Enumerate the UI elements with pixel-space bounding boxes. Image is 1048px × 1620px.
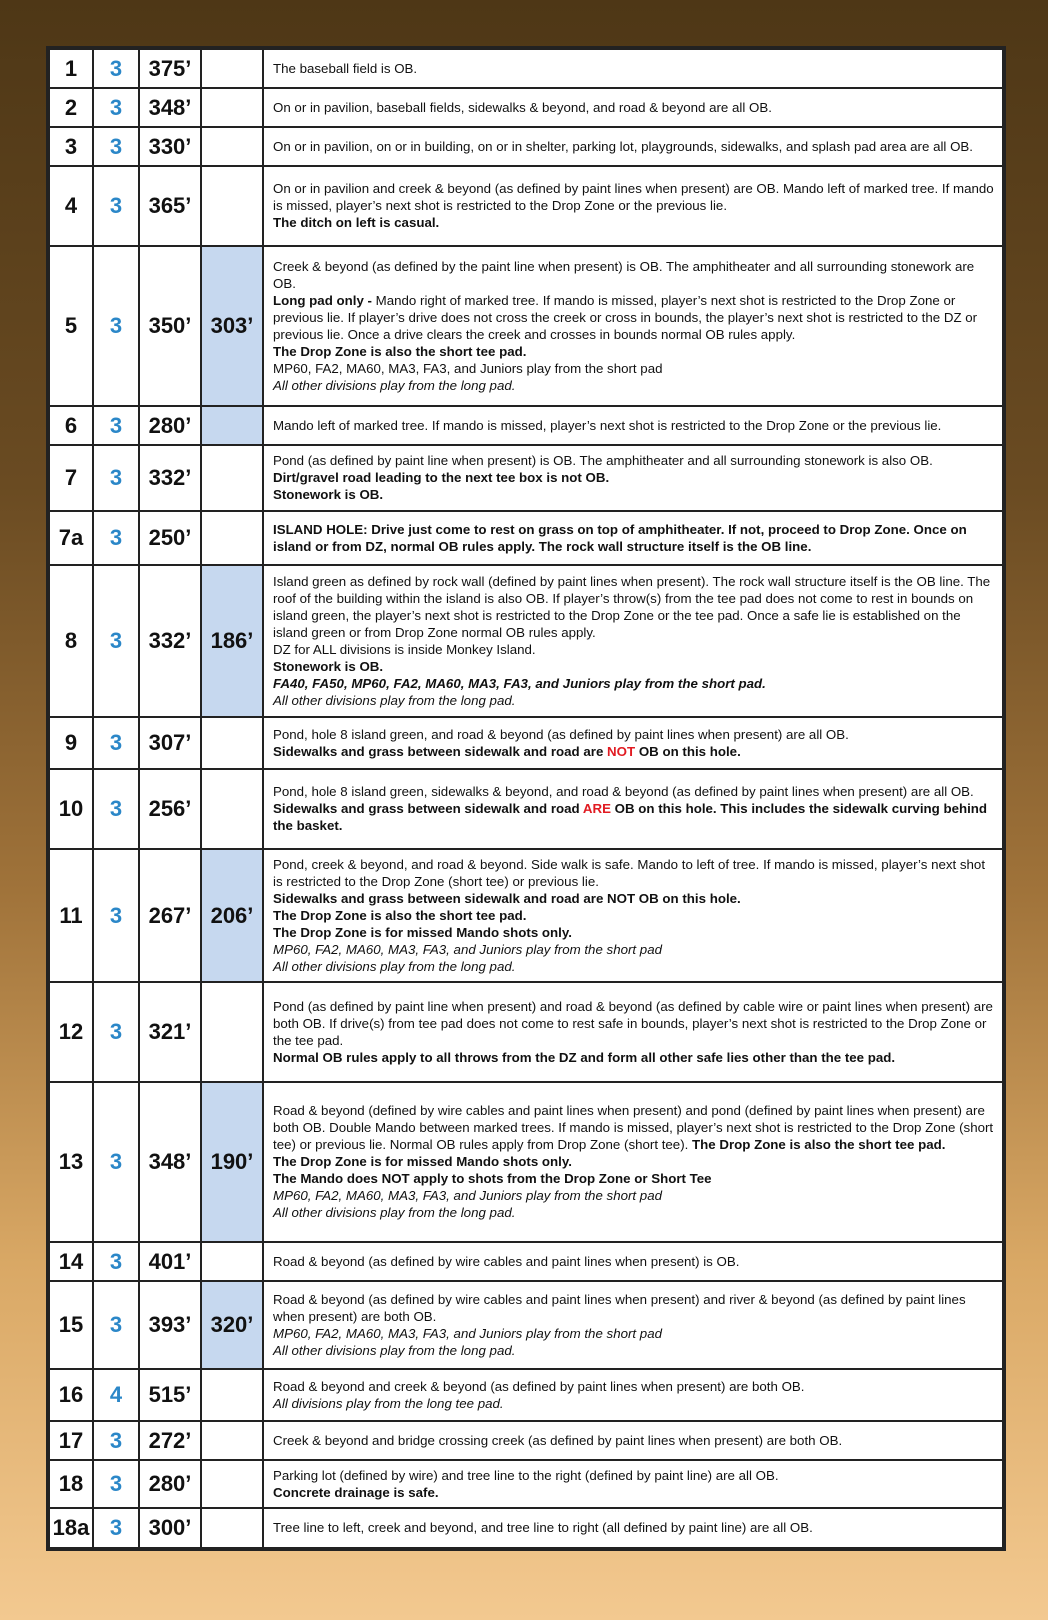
hole-number: 10: [49, 769, 93, 849]
rule-line: [273, 783, 994, 800]
rule-text: Stonework is OB.: [273, 487, 384, 502]
hole-row: [49, 49, 1003, 88]
hole-rules: [263, 982, 1003, 1082]
rule-line: [273, 692, 994, 709]
hole-row: [49, 127, 1003, 166]
rule-text: Pond (as defined by paint line when present) is OB. The amphitheater and all surrounding stonework is also OB.: [273, 453, 933, 468]
short-pad-distance: [201, 1508, 263, 1548]
rule-line: [273, 675, 994, 692]
hole-par: 3: [93, 166, 139, 246]
rule-text: All other divisions play from the long pad.: [273, 1342, 516, 1358]
rule-line: [273, 1432, 994, 1449]
hole-number: 8: [49, 565, 93, 717]
rule-text: Stonework is OB.: [273, 658, 384, 674]
hole-rules: [263, 1082, 1003, 1242]
rule-line: [273, 1102, 994, 1153]
rule-line: [273, 573, 994, 641]
short-pad-distance: [201, 49, 263, 88]
rule-text: MP60, FA2, MA60, MA3, FA3, and Juniors play from the short pad: [273, 1188, 662, 1203]
rule-line: [273, 258, 994, 292]
hole-rules: [263, 1508, 1003, 1548]
hole-distance: 332’: [139, 565, 201, 717]
hole-row: [49, 1508, 1003, 1548]
hole-rules: [263, 1421, 1003, 1460]
hole-par: 3: [93, 565, 139, 717]
rule-line: [273, 1467, 994, 1484]
rule-line: [273, 1484, 994, 1501]
hole-distance: 250’: [139, 511, 201, 565]
rule-line: [273, 60, 994, 77]
hole-row: [49, 406, 1003, 445]
hole-rules: [263, 565, 1003, 717]
hole-rules: [263, 717, 1003, 769]
rule-line: [273, 658, 994, 675]
hole-distance: 332’: [139, 445, 201, 511]
rule-text: On or in pavilion and creek & beyond (as defined by paint lines when present) are OB. Mando left of marked tree. If mando is missed, player’s next shot is restricted to the Drop Zone or the previous lie.: [273, 181, 994, 213]
hole-row: [49, 246, 1003, 406]
hole-number: 13: [49, 1082, 93, 1242]
rule-line: [273, 1395, 994, 1412]
hole-rules: [263, 246, 1003, 406]
hole-rows: [49, 49, 1003, 1548]
hole-rules: [263, 406, 1003, 445]
rule-text: All other divisions play from the long pad.: [273, 692, 516, 708]
hole-row: [49, 769, 1003, 849]
hole-distance: 256’: [139, 769, 201, 849]
hole-number: 18: [49, 1460, 93, 1508]
rule-line: [273, 292, 994, 343]
hole-number: 17: [49, 1421, 93, 1460]
short-pad-distance: [201, 1421, 263, 1460]
rule-line: [273, 1049, 994, 1066]
rule-text: The Mando does NOT apply to shots from the Drop Zone or Short Tee: [273, 1171, 712, 1186]
rule-text: Pond, creek & beyond, and road & beyond. Side walk is safe. Mando to left of tree. If mando is missed, player’s next shot is restricted to the Drop Zone (short tee) or previous lie.: [273, 856, 986, 889]
hole-rules: [263, 1242, 1003, 1281]
rule-text: All other divisions play from the long pad.: [273, 1205, 516, 1220]
hole-par: 3: [93, 1460, 139, 1508]
rule-text: MP60, FA2, MA60, MA3, FA3, and Juniors play from the short pad: [273, 941, 662, 957]
rule-line: [273, 1291, 994, 1325]
hole-distance: 280’: [139, 406, 201, 445]
rule-text: Concrete drainage is safe.: [273, 1484, 439, 1500]
rule-text: Sidewalks and grass between sidewalk and road: [273, 801, 583, 816]
short-pad-distance: [201, 166, 263, 246]
rule-line: [273, 856, 994, 890]
hole-rules: [263, 49, 1003, 88]
hole-par: 3: [93, 1082, 139, 1242]
rule-line: [273, 486, 994, 503]
hole-number: 11: [49, 849, 93, 982]
hole-number: 5: [49, 246, 93, 406]
rule-text: Pond, hole 8 island green, sidewalks & beyond, and road & beyond (as defined by paint lines when present) are all OB.: [273, 784, 974, 799]
hole-row: [49, 565, 1003, 717]
rule-line: [273, 1519, 994, 1536]
rule-line: [273, 800, 994, 834]
rule-text: OB on this hole.: [635, 743, 741, 759]
rule-line: [273, 521, 994, 555]
rule-line: [273, 1187, 994, 1204]
rule-line: [273, 890, 994, 907]
hole-row: [49, 1460, 1003, 1508]
rule-line: [273, 998, 994, 1049]
rule-line: [273, 958, 994, 975]
rule-text: Dirt/gravel road leading to the next tee box is not OB.: [273, 470, 610, 485]
hole-distance: 515’: [139, 1369, 201, 1421]
hole-par: 3: [93, 88, 139, 127]
short-pad-distance: 190’: [201, 1082, 263, 1242]
hole-number: 12: [49, 982, 93, 1082]
hole-rules: [263, 1369, 1003, 1421]
hole-par: 3: [93, 769, 139, 849]
rule-text: Pond (as defined by paint line when present) and road & beyond (as defined by cable wire or paint lines when present) are both OB. If drive(s) from tee pad does not come to rest safe in bounds, player’s next shot is restricted to the Drop Zone or the tee pad.: [273, 998, 993, 1048]
rule-line: [273, 214, 994, 231]
hole-number: 9: [49, 717, 93, 769]
rule-line: [273, 138, 994, 155]
hole-rules: [263, 445, 1003, 511]
rule-line: [273, 924, 994, 941]
hole-rules: [263, 511, 1003, 565]
rule-line: [273, 1342, 994, 1359]
rule-text: The Drop Zone is also the short tee pad.: [692, 1137, 946, 1152]
hole-par: 3: [93, 1242, 139, 1281]
hole-number: 6: [49, 406, 93, 445]
rule-line: [273, 743, 994, 760]
rule-line: [273, 377, 994, 394]
rule-line: [273, 99, 994, 116]
hole-par: 3: [93, 717, 139, 769]
rule-line: [273, 1253, 994, 1270]
hole-distance: 348’: [139, 1082, 201, 1242]
emphasis-text: NOT: [607, 743, 636, 759]
short-pad-distance: [201, 127, 263, 166]
rule-text: Tree line to left, creek and beyond, and tree line to right (all defined by paint line) are all OB.: [273, 1520, 813, 1535]
hole-row: [49, 1421, 1003, 1460]
hole-rules-table: [48, 48, 1004, 1549]
hole-row: [49, 166, 1003, 246]
rule-line: [273, 343, 994, 360]
hole-par: 3: [93, 1508, 139, 1548]
rule-text: Sidewalks and grass between sidewalk and road are NOT OB on this hole.: [273, 890, 741, 906]
rule-text: All other divisions play from the long pad.: [273, 377, 516, 393]
rule-text: Mando right of marked tree. If mando is missed, player’s next shot is restricted to the Drop Zone or previous lie. If player’s drive does not cross the creek or cross in bounds, the player’s next shot is restricted to the DZ or previous lie. Once a drive clears the creek and crosses in bounds normal OB rules apply.: [273, 292, 978, 342]
rule-line: [273, 1170, 994, 1187]
hole-distance: 267’: [139, 849, 201, 982]
hole-par: 4: [93, 1369, 139, 1421]
rule-text: On or in pavilion, on or in building, on or in shelter, parking lot, playgrounds, sidewalks, and splash pad area are all OB.: [273, 138, 973, 154]
hole-rules: [263, 127, 1003, 166]
rule-text: The Drop Zone is for missed Mando shots only.: [273, 924, 572, 940]
rule-text: Creek & beyond and bridge crossing creek (as defined by paint lines when present) are both OB.: [273, 1432, 843, 1448]
hole-row: [49, 982, 1003, 1082]
emphasis-text: ARE: [582, 801, 611, 816]
short-pad-distance: [201, 982, 263, 1082]
rule-text: OB on this hole. This includes the sidewalk curving behind the basket.: [273, 801, 988, 833]
rule-line: [273, 417, 994, 434]
short-pad-distance: [201, 88, 263, 127]
hole-distance: 280’: [139, 1460, 201, 1508]
rule-line: [273, 1153, 994, 1170]
short-pad-distance: 186’: [201, 565, 263, 717]
hole-distance: 272’: [139, 1421, 201, 1460]
hole-row: [49, 849, 1003, 982]
hole-number: 15: [49, 1281, 93, 1369]
rule-text: Road & beyond (as defined by wire cables and paint lines when present) and river & beyond (as defined by paint lines when present) are both OB.: [273, 1291, 966, 1324]
hole-rules: [263, 1460, 1003, 1508]
rule-text: DZ for ALL divisions is inside Monkey Island.: [273, 641, 536, 657]
rule-line: [273, 1325, 994, 1342]
short-pad-distance: [201, 769, 263, 849]
hole-number: 2: [49, 88, 93, 127]
short-pad-distance: [201, 1460, 263, 1508]
short-pad-distance: [201, 1242, 263, 1281]
hole-distance: 393’: [139, 1281, 201, 1369]
hole-row: [49, 511, 1003, 565]
rule-text: MP60, FA2, MA60, MA3, FA3, and Juniors play from the short pad: [273, 360, 663, 376]
hole-number: 18a: [49, 1508, 93, 1548]
hole-number: 7a: [49, 511, 93, 565]
hole-distance: 321’: [139, 982, 201, 1082]
rule-text: The baseball field is OB.: [273, 60, 418, 76]
course-rules-sheet: [46, 46, 1006, 1551]
rule-text: FA40, FA50, MP60, FA2, MA60, MA3, FA3, and Juniors play from the short pad.: [273, 675, 766, 691]
hole-distance: 348’: [139, 88, 201, 127]
hole-number: 3: [49, 127, 93, 166]
rule-text: Pond, hole 8 island green, and road & beyond (as defined by paint lines when present) are all OB.: [273, 726, 849, 742]
rule-text: The Drop Zone is for missed Mando shots only.: [273, 1154, 572, 1169]
rule-text: On or in pavilion, baseball fields, sidewalks & beyond, and road & beyond are all OB.: [273, 99, 772, 115]
rule-line: [273, 907, 994, 924]
rule-text: Road & beyond (defined by wire cables and paint lines when present) and pond (defined by paint lines when present) are both OB. Double Mando between marked trees. If mando is missed, player’s next shot is restricted to the Drop Zone (short tee) or previous lie. Normal OB rules apply from Drop Zone (short tee).: [273, 1103, 994, 1152]
hole-number: 14: [49, 1242, 93, 1281]
hole-par: 3: [93, 982, 139, 1082]
hole-rules: [263, 769, 1003, 849]
rule-text: Parking lot (defined by wire) and tree line to the right (defined by paint line) are all OB.: [273, 1467, 779, 1483]
short-pad-distance: 303’: [201, 246, 263, 406]
hole-par: 3: [93, 246, 139, 406]
hole-row: [49, 1082, 1003, 1242]
hole-par: 3: [93, 406, 139, 445]
short-pad-distance: [201, 445, 263, 511]
hole-row: [49, 1369, 1003, 1421]
hole-row: [49, 88, 1003, 127]
hole-number: 1: [49, 49, 93, 88]
short-pad-distance: [201, 406, 263, 445]
rule-text: The Drop Zone is also the short tee pad.: [273, 907, 527, 923]
hole-row: [49, 445, 1003, 511]
short-pad-distance: [201, 1369, 263, 1421]
rule-text: Road & beyond (as defined by wire cables and paint lines when present) is OB.: [273, 1253, 740, 1269]
hole-par: 3: [93, 849, 139, 982]
short-pad-distance: [201, 511, 263, 565]
hole-rules: [263, 849, 1003, 982]
rule-text: All divisions play from the long tee pad.: [273, 1395, 504, 1411]
rule-text: Long pad only -: [273, 292, 376, 308]
rule-text: MP60, FA2, MA60, MA3, FA3, and Juniors play from the short pad: [273, 1325, 662, 1341]
short-pad-distance: 320’: [201, 1281, 263, 1369]
hole-rules: [263, 166, 1003, 246]
hole-row: [49, 1242, 1003, 1281]
hole-par: 3: [93, 1281, 139, 1369]
rule-line: [273, 1378, 994, 1395]
rule-line: [273, 469, 994, 486]
rule-line: [273, 180, 994, 214]
hole-distance: 300’: [139, 1508, 201, 1548]
rule-line: [273, 941, 994, 958]
rule-text: Normal OB rules apply to all throws from the DZ and form all other safe lies other than the tee pad.: [273, 1049, 896, 1065]
short-pad-distance: [201, 717, 263, 769]
hole-rules: [263, 1281, 1003, 1369]
rule-text: Sidewalks and grass between sidewalk and road are: [273, 743, 608, 759]
hole-par: 3: [93, 49, 139, 88]
hole-distance: 365’: [139, 166, 201, 246]
rule-text: The ditch on left is casual.: [273, 215, 440, 230]
rule-line: [273, 452, 994, 469]
rule-text: Creek & beyond (as defined by the paint line when present) is OB. The amphitheater and all surrounding stonework are OB.: [273, 258, 975, 291]
rule-text: All other divisions play from the long pad.: [273, 958, 516, 974]
hole-distance: 350’: [139, 246, 201, 406]
hole-number: 16: [49, 1369, 93, 1421]
hole-number: 7: [49, 445, 93, 511]
hole-row: [49, 1281, 1003, 1369]
hole-par: 3: [93, 511, 139, 565]
hole-rules: [263, 88, 1003, 127]
hole-row: [49, 717, 1003, 769]
rule-text: Island green as defined by rock wall (defined by paint lines when present). The rock wall structure itself is the OB line. The roof of the building within the island is also OB. If player’s throw(s) from the tee pad does not come to rest in bounds on island green, the player’s next shot is restricted to the Drop Zone or the tee pad. Once a safe lie is established on the island green or from Drop Zone normal OB rules apply.: [273, 573, 991, 640]
rule-line: [273, 360, 994, 377]
rule-line: [273, 1204, 994, 1221]
hole-distance: 375’: [139, 49, 201, 88]
rule-line: [273, 641, 994, 658]
rule-text: Road & beyond and creek & beyond (as defined by paint lines when present) are both OB.: [273, 1378, 805, 1394]
hole-par: 3: [93, 1421, 139, 1460]
short-pad-distance: 206’: [201, 849, 263, 982]
hole-distance: 401’: [139, 1242, 201, 1281]
hole-distance: 330’: [139, 127, 201, 166]
hole-distance: 307’: [139, 717, 201, 769]
rule-text: Mando left of marked tree. If mando is missed, player’s next shot is restricted to the Drop Zone or the previous lie.: [273, 417, 942, 433]
rule-text: ISLAND HOLE: Drive just come to rest on grass on top of amphitheater. If not, proceed to Drop Zone. Once on island or from DZ, normal OB rules apply. The rock wall structure itself is the OB line.: [273, 521, 967, 554]
rule-text: The Drop Zone is also the short tee pad.: [273, 343, 527, 359]
hole-number: 4: [49, 166, 93, 246]
rule-line: [273, 726, 994, 743]
hole-par: 3: [93, 445, 139, 511]
hole-par: 3: [93, 127, 139, 166]
